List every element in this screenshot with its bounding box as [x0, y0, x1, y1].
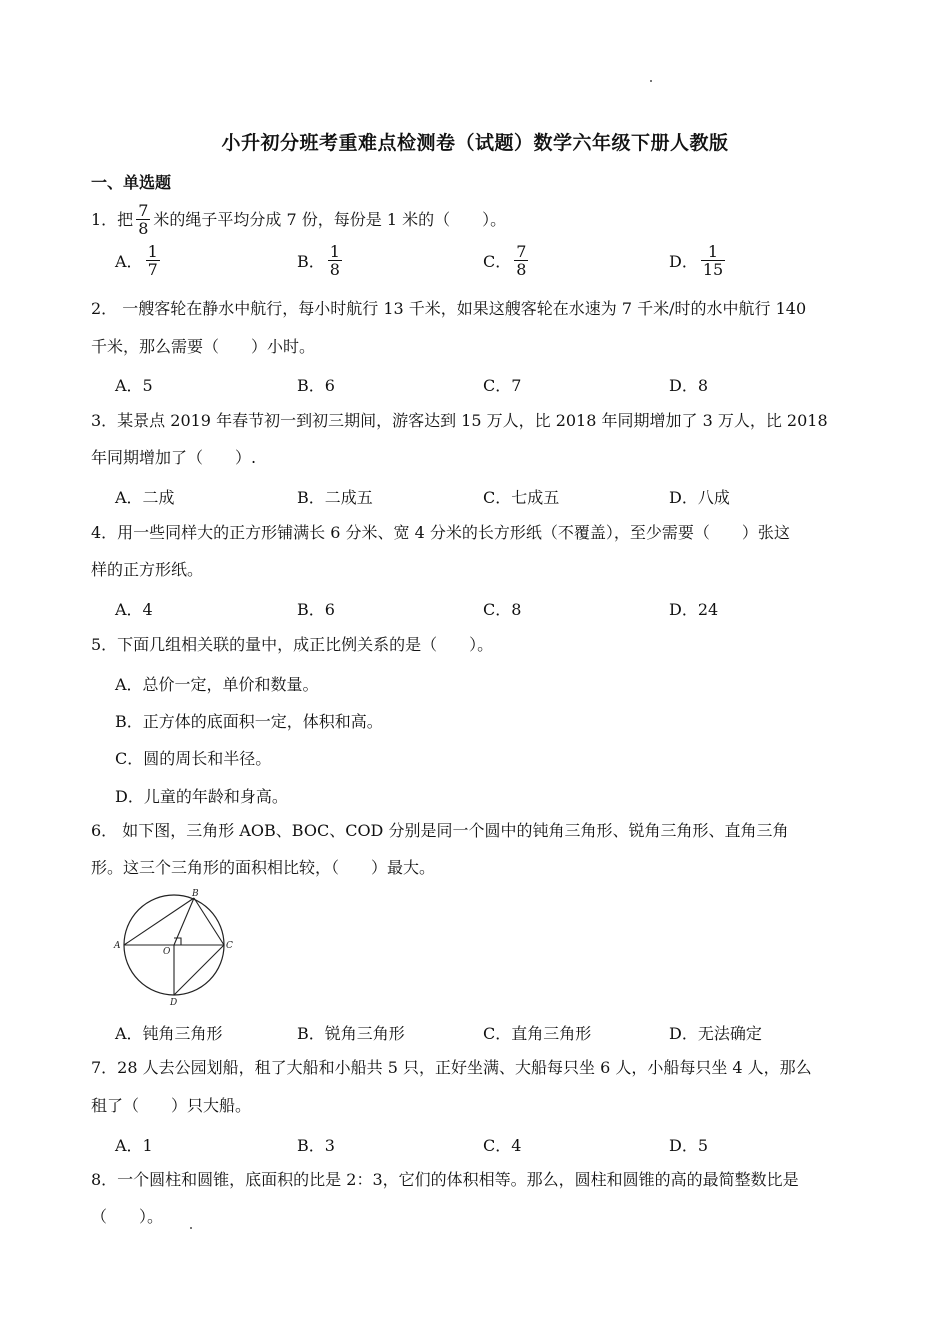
question-6-line-2: 形。这三个三角形的面积相比较，（ ）最大。	[91, 858, 436, 877]
scan-dot	[190, 1227, 192, 1229]
q4-option-a[interactable]: A．4	[115, 600, 153, 619]
section-heading: 一、单选题	[91, 173, 172, 192]
q3-option-c[interactable]: C．七成五	[483, 488, 560, 507]
question-3-line-1: 3．某景点 2019 年春节初一到初三期间，游客达到 15 万人，比 2018 年同期增加了 3 万人，比 2018	[91, 411, 828, 430]
q3-option-d[interactable]: D．八成	[669, 488, 730, 507]
q1-option-a[interactable]: A． $\frac{1}{7}$	[115, 242, 158, 279]
q7-option-d[interactable]: D．5	[669, 1136, 709, 1155]
q1-option-c[interactable]: C． $\frac{7}{8}$	[483, 242, 527, 279]
question-4-line-1: 4．用一些同样大的正方形铺满长 6 分米、宽 4 分米的长方形纸（不覆盖），至少需要（ ）张这	[91, 523, 790, 542]
q4-option-c[interactable]: C．8	[483, 600, 522, 619]
fraction: $\frac{1}{8}$	[329, 242, 340, 279]
q4-option-b[interactable]: B．6	[297, 600, 335, 619]
label-c: C	[226, 941, 233, 951]
question-1-prefix: 1．把	[91, 209, 134, 229]
question-5-line-1: 5．下面几组相关联的量中，成正比例关系的是（ ）。	[91, 635, 494, 654]
q2-option-c[interactable]: C．7	[483, 376, 522, 395]
segment-bc	[194, 898, 224, 945]
label-a: A	[114, 941, 121, 951]
page-title: 小升初分班考重难点检测卷（试题）数学六年级下册人教版	[221, 132, 729, 154]
q5-option-a[interactable]: A．总价一定，单价和数量。	[115, 675, 319, 694]
q7-option-b[interactable]: B．3	[297, 1136, 335, 1155]
label-d: D	[170, 998, 178, 1008]
q6-option-a[interactable]: A．钝角三角形	[115, 1024, 223, 1043]
q5-option-b[interactable]: B．正方体的底面积一定，体积和高。	[115, 712, 383, 731]
q6-option-c[interactable]: C．直角三角形	[483, 1024, 592, 1043]
question-3-line-2: 年同期增加了（ ）.	[91, 448, 257, 467]
question-2-line-1: 2． 一艘客轮在静水中航行，每小时航行 13 千米，如果这艘客轮在水速为 7 千米/时的水中航行 140	[91, 299, 807, 318]
q6-option-d[interactable]: D．无法确定	[669, 1024, 762, 1043]
question-6-line-1: 6． 如下图，三角形 AOB、BOC、COD 分别是同一个圆中的钝角三角形、锐角三角形、直角三角	[91, 821, 789, 840]
question-7-line-1: 7．28 人去公园划船，租了大船和小船共 5 只，正好坐满、大船每只坐 6 人，小船每只坐 4 人，那么	[91, 1058, 812, 1077]
question-1	[91, 202, 506, 237]
fraction: $\frac{7}{8}$	[138, 201, 149, 238]
fraction: $\frac{7}{8}$	[516, 242, 527, 279]
q5-option-d[interactable]: D．儿童的年龄和身高。	[115, 787, 288, 806]
question-2-line-2: 千米，那么需要（ ）小时。	[91, 337, 316, 356]
label-o: O	[163, 947, 171, 957]
fraction: $\frac{1}{15}$	[702, 242, 724, 279]
question-4-line-2: 样的正方形纸。	[91, 560, 204, 579]
q3-option-a[interactable]: A．二成	[115, 488, 175, 507]
q7-option-a[interactable]: A．1	[115, 1136, 153, 1155]
q7-option-c[interactable]: C．4	[483, 1136, 522, 1155]
label-b: B	[192, 889, 199, 899]
q6-option-b[interactable]: B．锐角三角形	[297, 1024, 405, 1043]
q2-option-a[interactable]: A．5	[115, 376, 153, 395]
scan-dot	[650, 80, 652, 82]
segment-dc	[174, 945, 224, 995]
q1-option-b[interactable]: B． $\frac{1}{8}$	[297, 242, 340, 279]
q3-option-b[interactable]: B．二成五	[297, 488, 373, 507]
question-1-text: 米的绳子平均分成 7 份，每份是 1 米的（ ）。	[153, 209, 507, 229]
question-7-line-2: 租了（ ）只大船。	[91, 1096, 252, 1115]
circle-triangles-figure	[110, 888, 235, 1008]
fraction: $\frac{1}{7}$	[147, 242, 158, 279]
question-8-line-1: 8．一个圆柱和圆锥，底面积的比是 2：3，它们的体积相等。那么，圆柱和圆锥的高的最简整数比是	[91, 1170, 799, 1189]
q2-option-b[interactable]: B．6	[297, 376, 335, 395]
question-8-line-2: （ ）。	[91, 1207, 164, 1226]
q4-option-d[interactable]: D．24	[669, 600, 719, 619]
q1-option-d[interactable]: D． $\frac{1}{15}$	[669, 242, 724, 279]
q2-option-d[interactable]: D．8	[669, 376, 709, 395]
q5-option-c[interactable]: C．圆的周长和半径。	[115, 749, 272, 768]
